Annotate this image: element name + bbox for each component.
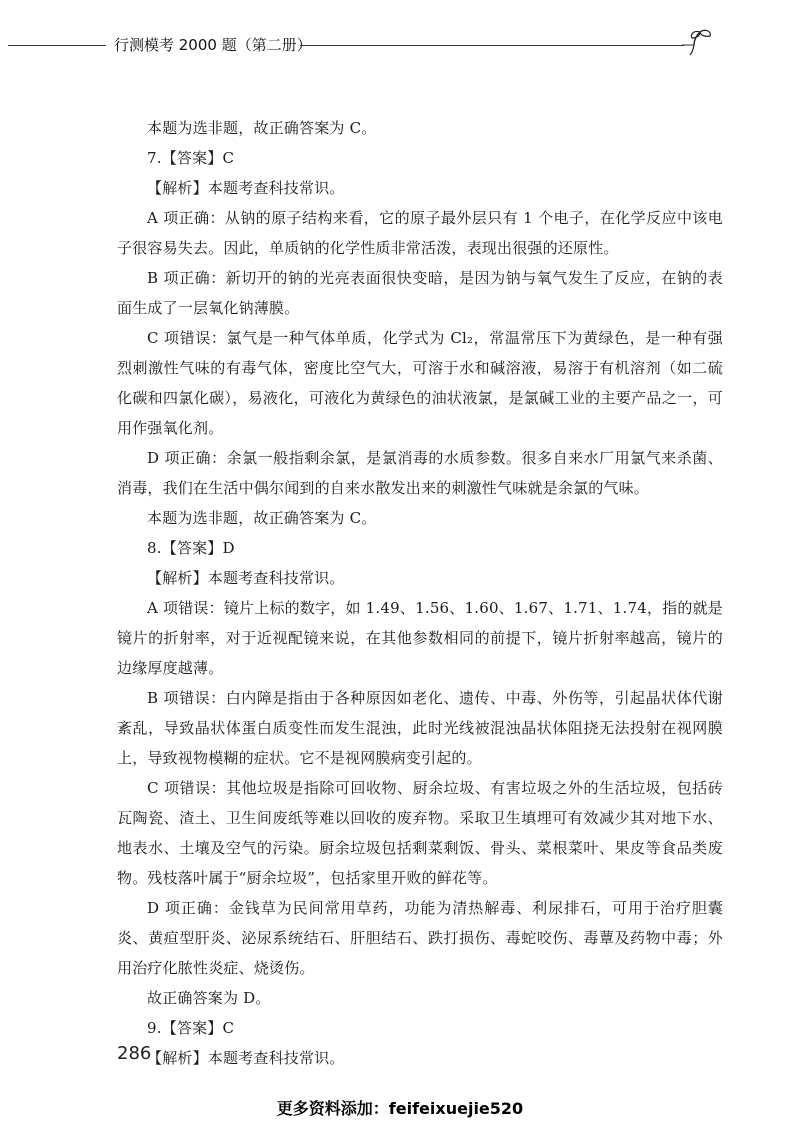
analysis-7: 【解析】本题考查科技常识。 [147,179,345,197]
q8-option-c: C 项错误：其他垃圾是指除可回收物、厨余垃圾、有害垃圾之外的生活垃圾，包括砖瓦陶瓷、渣土、卫生间废纸等难以回收的废弃物。采取卫生填埋可有效减少其对地下水、地表水、土壤及空气的污染。厨余垃圾包括剩菜剩饭、骨头、菜根菜叶、果皮等食品类废物。残枝落叶属于“厨余垃圾”，包括家里开败的鲜花等。 [117,779,723,887]
page-number: 286 [117,1043,152,1064]
conclusion-d: 故正确答案为 D。 [147,989,271,1007]
footer-note: 更多资料添加：feifeixuejie520 [276,1099,524,1118]
conclusion-c-2: 本题为选非题，故正确答案为 C。 [147,509,377,527]
running-header [0,28,800,58]
conclusion-c-1: 本题为选非题，故正确答案为 C。 [147,119,377,137]
header-rule-right [300,45,684,46]
q7-option-b: B 项正确：新切开的钠的光亮表面很快变暗，是因为钠与氧气发生了反应，在钠的表面生成了一层氧化钠薄膜。 [117,269,723,317]
q8-option-d: D 项正确：金钱草为民间常用草药，功能为清热解毒、利尿排石，可用于治疗胆囊炎、黄疸型肝炎、泌尿系统结石、肝胆结石、跌打损伤、毒蛇咬伤、毒蕈及药物中毒；外用治疗化脓性炎症、烧烫伤。 [117,899,723,977]
q8-option-b: B 项错误：白内障是指由于各种原因如老化、遗传、中毒、外伤等，引起晶状体代谢紊乱，导致晶状体蛋白质变性而发生混浊，此时光线被混浊晶状体阻挠无法投射在视网膜上，导致视物模糊的症状。它不是视网膜病变引起的。 [117,689,723,767]
header-title: 行测模考 2000 题（第二册） [114,36,312,54]
analysis-8: 【解析】本题考查科技常识。 [147,569,345,587]
answer-9: 9.【答案】C [147,1019,235,1037]
analysis-9: 【解析】本题考查科技常识。 [147,1049,345,1067]
q7-option-c: C 项错误：氯气是一种气体单质，化学式为 Cl₂，常温常压下为黄绿色，是一种有强烈刺激性气味的有毒气体，密度比空气大，可溶于水和碱溶液，易溶于有机溶剂（如二硫化碳和四氯化碳），易液化，可液化为黄绿色的油状液氯，是氯碱工业的主要产品之一，可用作强氧化剂。 [117,329,723,437]
q7-option-a: A 项正确：从钠的原子结构来看，它的原子最外层只有 1 个电子，在化学反应中该电子很容易失去。因此，单质钠的化学性质非常活泼，表现出很强的还原性。 [117,209,723,257]
page-body [117,113,723,1073]
answer-8: 8.【答案】D [147,539,235,557]
sprout-icon [680,28,720,60]
q7-option-d: D 项正确：余氯一般指剩余氯，是氯消毒的水质参数。很多自来水厂用氯气来杀菌、消毒，我们在生活中偶尔闻到的自来水散发出来的刺激性气味就是余氯的气味。 [117,449,723,497]
answer-7: 7.【答案】C [147,149,235,167]
q8-option-a: A 项错误：镜片上标的数字，如 1.49、1.56、1.60、1.67、1.71、1.74，指的就是镜片的折射率，对于近视配镜来说，在其他参数相同的前提下，镜片折射率越高，镜片的边缘厚度越薄。 [117,599,723,677]
header-rule-left [8,45,106,46]
